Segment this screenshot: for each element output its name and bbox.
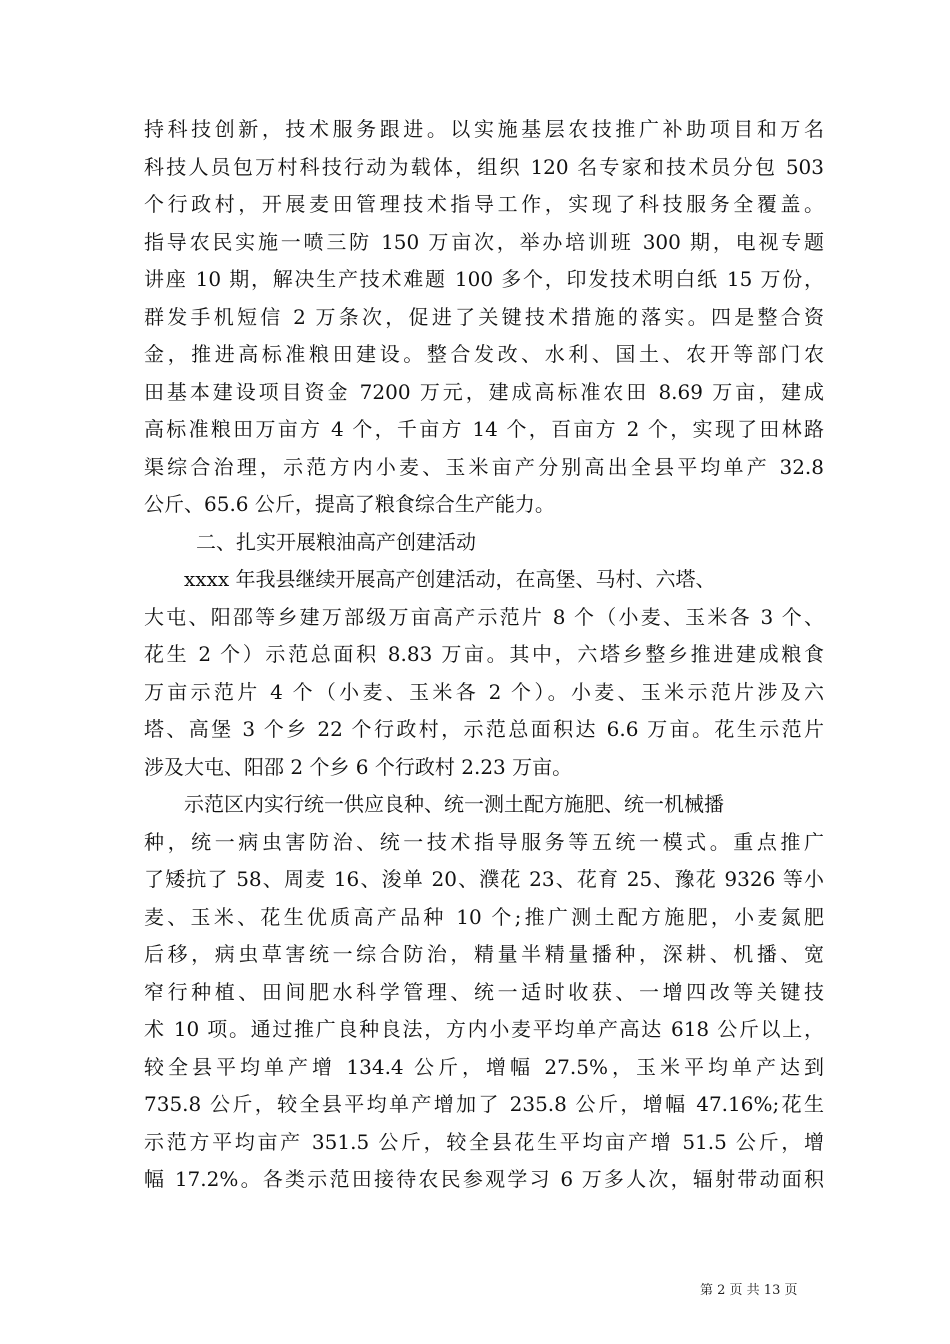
section-heading: 二、扎实开展粮油高产创建活动: [196, 529, 476, 554]
text-line: 涉及大屯、阳邵 2 个乡 6 个行政村 2.23 万亩。: [144, 754, 573, 779]
text-line: 较全县平均单产增 134.4 公斤，增幅 27.5%，玉米平均单产达到: [144, 1054, 824, 1079]
text-line: 麦、玉米、花生优质高产品种 10 个;推广测土配方施肥，小麦氮肥: [144, 904, 824, 929]
text-line: 种，统一病虫害防治、统一技术指导服务等五统一模式。重点推广: [144, 829, 824, 854]
text-line: 幅 17.2%。各类示范田接待农民参观学习 6 万多人次，辐射带动面积: [144, 1167, 824, 1191]
text-line: 指导农民实施一喷三防 150 万亩次，举办培训班 300 期，电视专题: [144, 229, 824, 254]
text-line: 花生 2 个）示范总面积 8.83 万亩。其中，六塔乡整乡推进建成粮食: [144, 642, 824, 666]
text-line: 万亩示范片 4 个（小麦、玉米各 2 个）。小麦、玉米示范片涉及六: [144, 679, 824, 704]
text-line: 群发手机短信 2 万条次，促进了关键技术措施的落实。四是整合资: [144, 304, 824, 329]
text-line: 个行政村，开展麦田管理技术指导工作，实现了科技服务全覆盖。: [144, 192, 824, 216]
page-number-footer: 第 2 页 共 13 页: [700, 1283, 798, 1298]
text-line: 塔、高堡 3 个乡 22 个行政村，示范总面积达 6.6 万亩。花生示范片: [144, 717, 824, 741]
paragraph-first-line: xxxx 年我县继续开展高产创建活动，在高堡、马村、六塔、: [184, 567, 716, 591]
text-line: 后移，病虫草害统一综合防治，精量半精量播种，深耕、机播、宽: [144, 942, 824, 966]
text-line: 持科技创新，技术服务跟进。以实施基层农技推广补助项目和万名: [144, 117, 824, 141]
text-line: 了矮抗了 58、周麦 16、浚单 20、濮花 23、花育 25、豫花 9326 等小: [144, 867, 824, 891]
text-line: 示范方平均亩产 351.5 公斤，较全县花生平均亩产增 51.5 公斤，增: [144, 1129, 824, 1154]
text-line: 讲座 10 期，解决生产技术难题 100 多个，印发技术明白纸 15 万份，: [144, 267, 824, 291]
text-line: 科技人员包万村科技行动为载体，组织 120 名专家和技术员分包 503: [144, 154, 824, 179]
text-line: 高标准粮田万亩方 4 个，千亩方 14 个，百亩方 2 个，实现了田林路: [144, 417, 824, 441]
text-line: 渠综合治理，示范方内小麦、玉米亩产分别高出全县平均单产 32.8: [144, 454, 824, 479]
paragraph-first-line: 示范区内实行统一供应良种、统一测土配方施肥、统一机械播: [184, 792, 724, 816]
text-line: 公斤、65.6 公斤，提高了粮食综合生产能力。: [144, 492, 555, 516]
text-line: 大屯、阳邵等乡建万部级万亩高产示范片 8 个（小麦、玉米各 3 个、: [144, 604, 824, 629]
text-line: 术 10 项。通过推广良种良法，方内小麦平均单产高达 618 公斤以上，: [144, 1017, 824, 1041]
body-text: [144, 111, 824, 1199]
text-line: 735.8 公斤，较全县平均单产增加了 235.8 公斤，增幅 47.16%;花生: [144, 1092, 824, 1116]
text-line: 窄行种植、田间肥水科学管理、统一适时收获、一增四改等关键技: [144, 979, 824, 1004]
text-line: 金，推进高标准粮田建设。整合发改、水利、国土、农开等部门农: [144, 342, 824, 366]
text-line: 田基本建设项目资金 7200 万元，建成高标准农田 8.69 万亩，建成: [144, 379, 824, 404]
